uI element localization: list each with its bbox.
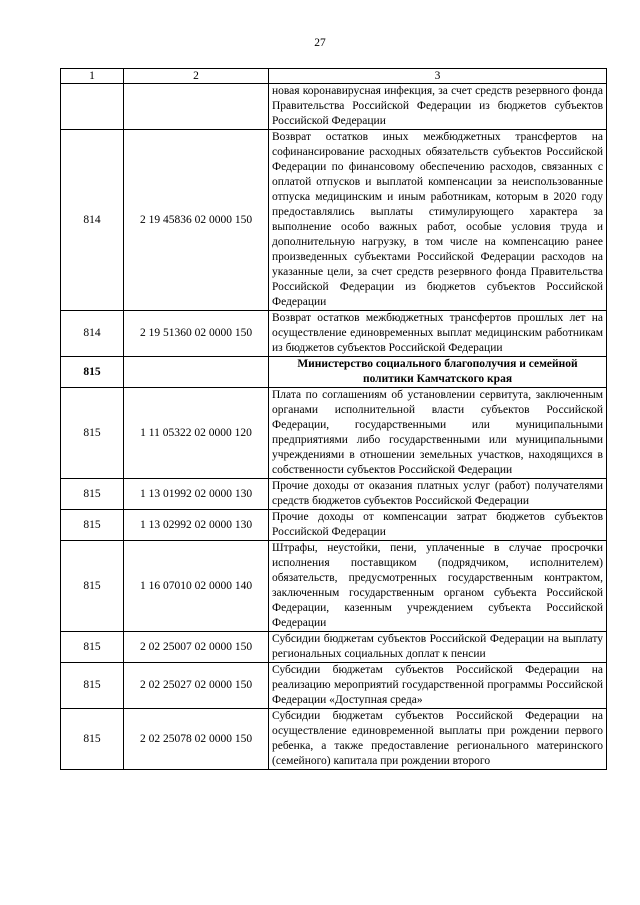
revenue-name-cell: Субсидии бюджетам субъектов Российской Федерации на осуществление единовременной выплаты при рождении первого ребенка, а также предоставление регионального материнского (семейного) капитала при рождении второго <box>269 709 607 770</box>
revenue-name-cell: Штрафы, неустойки, пени, уплаченные в случае просрочки исполнения поставщиком (подрядчиком, исполнителем) обязательств, предусмотренных государственным контрактом, заключенным государственным органом субъекта Российской Федерации, казенным учреждением субъекта Российской Федерации <box>269 541 607 632</box>
column-header-2: 2 <box>124 69 269 84</box>
table-row <box>61 510 607 541</box>
admin-code-cell: 814 <box>61 130 124 311</box>
table-row <box>61 84 607 130</box>
revenue-code-cell: 2 02 25078 02 0000 150 <box>124 709 269 770</box>
admin-code-cell: 815 <box>61 709 124 770</box>
admin-code-cell <box>61 84 124 130</box>
revenue-code-cell: 1 13 02992 02 0000 130 <box>124 510 269 541</box>
revenue-code-cell: 1 11 05322 02 0000 120 <box>124 388 269 479</box>
section-header-row <box>61 357 607 388</box>
revenue-name-cell: Субсидии бюджетам субъектов Российской Федерации на выплату региональных социальных доплат к пенсии <box>269 632 607 663</box>
page-number: 27 <box>314 37 326 49</box>
revenue-name-cell: Субсидии бюджетам субъектов Российской Федерации на реализацию мероприятий государственной программы Российской Федерации «Доступная среда» <box>269 663 607 709</box>
table-header-row <box>61 69 607 84</box>
revenue-name-cell: Прочие доходы от оказания платных услуг (работ) получателями средств бюджетов субъектов Российской Федерации <box>269 479 607 510</box>
table-row <box>61 632 607 663</box>
table-row <box>61 388 607 479</box>
admin-code-cell: 815 <box>61 632 124 663</box>
administrator-name-cell: Министерство социального благополучия и семейной политики Камчатского края <box>269 357 607 388</box>
table-row <box>61 541 607 632</box>
admin-code-cell: 815 <box>61 510 124 541</box>
admin-code-cell: 814 <box>61 311 124 357</box>
revenue-code-cell <box>124 357 269 388</box>
revenue-code-cell: 1 13 01992 02 0000 130 <box>124 479 269 510</box>
revenue-name-cell: Возврат остатков иных межбюджетных трансфертов на софинансирование расходных обязательств субъектов Российской Федерации по финансовому обеспечению расходов, связанных с оплатой отпусков и выплатой компенсации за неиспользованные отпуска медицинским и иным работникам, которым в 2020 году предоставлялись выплаты стимулирующего характера за выполнение особо важных работ, особые условия труда и дополнительную нагрузку, в том числе на компенсацию ранее произведенных субъектами Российской Федерации расходов на указанные цели, за счет средств резервного фонда Правительства Российской Федерации из бюджетов субъектов Российской Федерации <box>269 130 607 311</box>
table-row <box>61 479 607 510</box>
revenue-code-cell: 2 02 25027 02 0000 150 <box>124 663 269 709</box>
column-header-1: 1 <box>61 69 124 84</box>
revenue-code-cell: 2 19 51360 02 0000 150 <box>124 311 269 357</box>
admin-code-cell: 815 <box>61 479 124 510</box>
revenue-name-cell: Плата по соглашениям об установлении сервитута, заключенным органами исполнительной власти субъектов Российской Федерации, государственными или муниципальными предприятиями либо государственными или муниципальными учреждениями в отношении земельных участков, находящихся в собственности субъектов Российской Федерации <box>269 388 607 479</box>
revenue-code-cell: 2 19 45836 02 0000 150 <box>124 130 269 311</box>
revenue-code-cell: 1 16 07010 02 0000 140 <box>124 541 269 632</box>
revenue-name-cell: новая коронавирусная инфекция, за счет средств резервного фонда Правительства Российской Федерации из бюджетов субъектов Российской Федерации <box>269 84 607 130</box>
budget-classification-table <box>60 68 607 770</box>
admin-code-cell: 815 <box>61 541 124 632</box>
revenue-name-cell: Прочие доходы от компенсации затрат бюджетов субъектов Российской Федерации <box>269 510 607 541</box>
table-row <box>61 663 607 709</box>
table-row <box>61 311 607 357</box>
column-header-3: 3 <box>269 69 607 84</box>
admin-code-cell: 815 <box>61 357 124 388</box>
revenue-code-cell: 2 02 25007 02 0000 150 <box>124 632 269 663</box>
table-row <box>61 130 607 311</box>
table-row <box>61 709 607 770</box>
revenue-name-cell: Возврат остатков межбюджетных трансфертов прошлых лет на осуществление единовременных выплат медицинским работникам из бюджетов субъектов Российской Федерации <box>269 311 607 357</box>
admin-code-cell: 815 <box>61 663 124 709</box>
revenue-code-cell <box>124 84 269 130</box>
admin-code-cell: 815 <box>61 388 124 479</box>
